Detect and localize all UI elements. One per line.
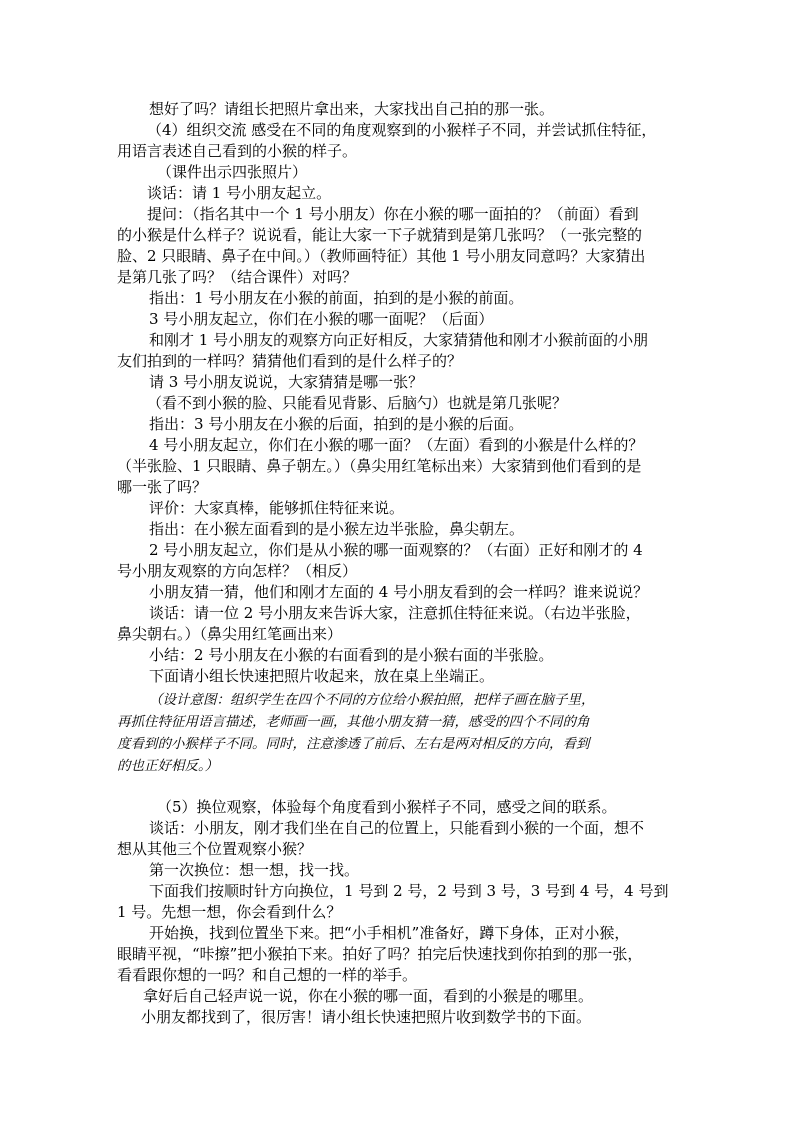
- text-line: （半张脸、1 只眼睛、鼻子朝左。）（鼻尖用红笔标出来）大家猜到他们看到的是: [117, 457, 642, 475]
- text-line: 下面请小组长快速把照片收起来，放在桌上坐端正。: [149, 667, 495, 685]
- text-line: 看看跟你想的一吗？和自己想的一样的举手。: [117, 966, 418, 984]
- design-note-line: 度看到的小猴样子不同。同时，注意渗透了前后、左右是两对相反的方向，看到: [117, 736, 590, 752]
- text-line: 第一次换位：想一想，找一找。: [149, 861, 360, 879]
- text-line: 评价：大家真棒，能够抓住特征来说。: [149, 499, 405, 517]
- text-line: 脸、2 只眼睛、鼻子在中间。）（教师画特征）其他 1 号小朋友同意吗？大家猜出: [117, 247, 646, 265]
- text-line: 指出：3 号小朋友在小猴的后面，拍到的是小猴的后面。: [149, 415, 524, 433]
- text-line: 用语言表述自己看到的小猴的样子。: [117, 142, 358, 160]
- text-line: 号小朋友观察的方向怎样？（相反）: [117, 562, 358, 580]
- text-line: 眼睛平视，“咔擦”把小猴拍下来。拍好了吗？拍完后快速找到你拍到的那一张，: [117, 945, 643, 963]
- text-line: 谈话：请一位 2 号小朋友来告诉大家，注意抓住特征来说。（右边半张脸，: [149, 604, 641, 622]
- text-line: 哪一张了吗？: [117, 478, 208, 496]
- design-note-line: 再抓住特征用语言描述，老师画一画，其他小朋友猜一猜，感受的四个不同的角: [117, 714, 590, 730]
- text-line: 谈话：请 1 号小朋友起立。: [147, 184, 332, 202]
- text-line: （4）组织交流 感受在不同的角度观察到的小猴样子不同，并尝试抓住特征，: [147, 121, 657, 139]
- text-line: 小结：2 号小朋友在小猴的右面看到的是小猴右面的半张脸。: [149, 646, 554, 664]
- text-line: 想从其他三个位置观察小猴？: [117, 840, 313, 858]
- text-line: 4 号小朋友起立，你们在小猴的哪一面？（左面）看到的小猴是什么样的？: [149, 436, 644, 454]
- text-line: 指出：1 号小朋友在小猴的前面，拍到的是小猴的前面。: [149, 289, 524, 307]
- text-line: 鼻尖朝右。）（鼻尖用红笔画出来）: [117, 625, 343, 643]
- text-line: 的小猴是什么样子？说说看，能让大家一下子就猜到是第几张吗？（一张完整的: [117, 226, 643, 244]
- text-line: 指出：在小猴左面看到的是小猴左边半张脸，鼻尖朝左。: [149, 520, 525, 538]
- text-line: 和刚才 1 号小朋友的观察方向正好相反，大家猜猜他和刚才小猴前面的小朋: [149, 331, 649, 349]
- text-line: （看不到小猴的脸、只能看见背影、后脑勺）也就是第几张呢？: [147, 394, 568, 412]
- text-line: 1 号。先想一想，你会看到什么？: [117, 903, 342, 921]
- design-note-line: （设计意图：组织学生在四个不同的方位给小猴拍照，把样子画在脑子里，: [149, 692, 595, 708]
- text-line: （课件出示四张照片）: [157, 163, 308, 181]
- text-line: 拿好后自己轻声说一说，你在小猴的哪一面，看到的小猴是的哪里。: [143, 987, 594, 1005]
- text-line: 下面我们按顺时针方向换位，1 号到 2 号，2 号到 3 号，3 号到 4 号，4 号到: [149, 882, 669, 900]
- design-note-line: 的也正好相反。）: [117, 758, 219, 774]
- text-line: 开始换，找到位置坐下来。把“小手相机”准备好，蹲下身体，正对小猴，: [149, 924, 630, 942]
- text-line: 3 号小朋友起立，你们在小猴的哪一面呢？（后面）: [149, 310, 494, 328]
- text-line: 请 3 号小朋友说说，大家猜猜是哪一张？: [149, 373, 424, 391]
- text-line: （5）换位观察，体验每个角度看到小猴样子不同，感受之间的联系。: [157, 798, 617, 816]
- text-line: 小朋友猜一猜，他们和刚才左面的 4 号小朋友看到的会一样吗？谁来说说？: [149, 583, 649, 601]
- text-line: 友们拍到的一样吗？猜猜他们看到的是什么样子的？: [117, 352, 463, 370]
- text-line: 谈话：小朋友，刚才我们坐在自己的位置上，只能看到小猴的一个面，想不: [149, 819, 645, 837]
- text-line: 想好了吗？请组长把照片拿出来，大家找出自己拍的那一张。: [149, 100, 555, 118]
- text-line: 提问：（指名其中一个 1 号小朋友）你在小猴的哪一面拍的？（前面）看到: [147, 205, 639, 223]
- text-line: 小朋友都找到了，很厉害！请小组长快速把照片收到数学书的下面。: [141, 1008, 592, 1026]
- text-line: 2 号小朋友起立，你们是从小猴的哪一面观察的？（右面）正好和刚才的 4: [149, 541, 643, 559]
- text-line: 是第几张了吗？（结合课件）对吗？: [117, 268, 358, 286]
